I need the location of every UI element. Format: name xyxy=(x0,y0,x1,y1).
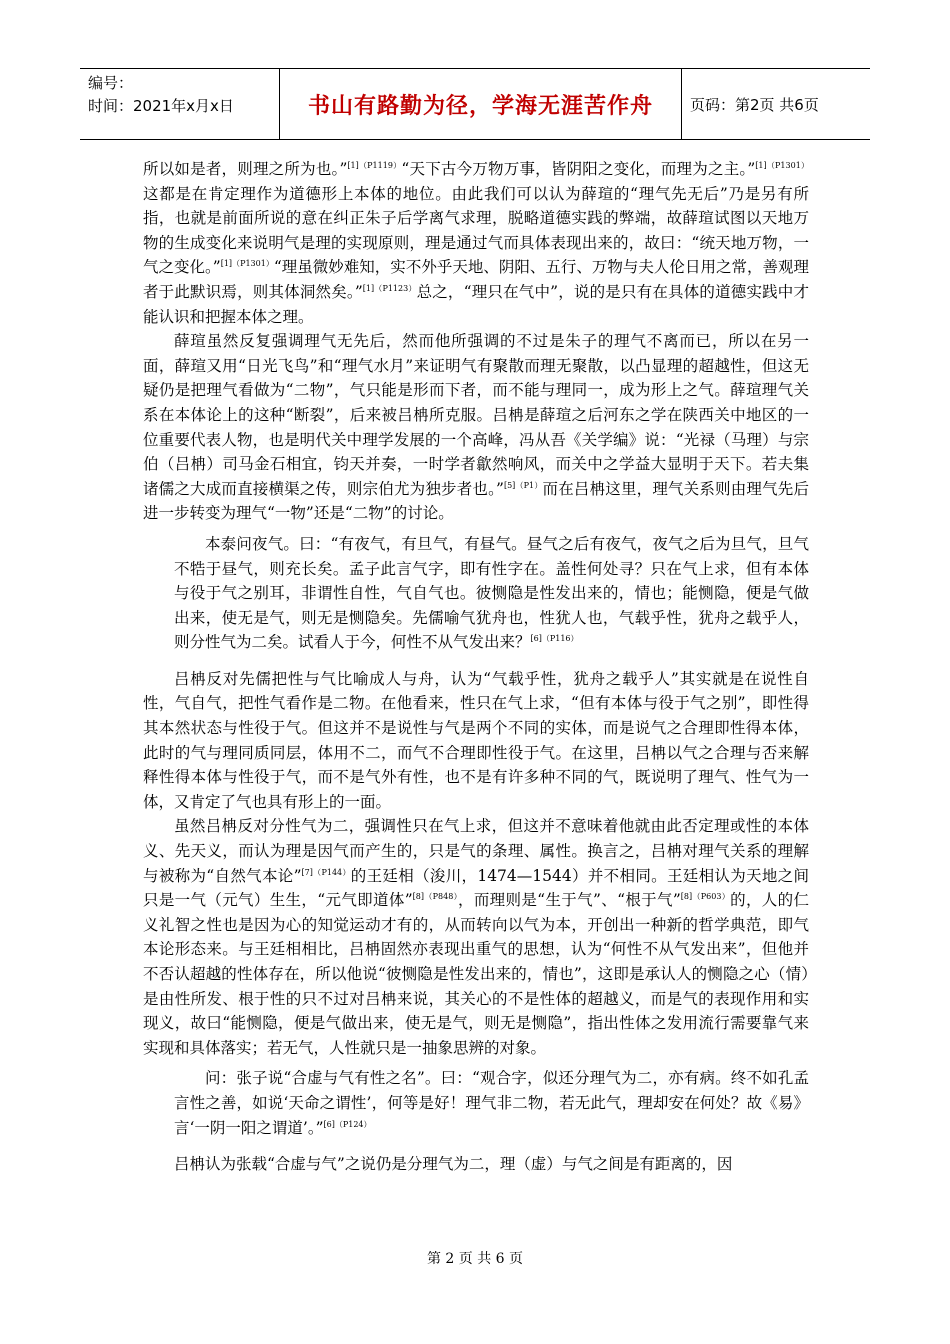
paragraph xyxy=(143,667,809,815)
text-run: 这都是在肯定理作为道德形上本体的地位。由此我们可以认为薛瑄的“理气先无后”乃是另有所指，也就是前面所说的意在纠正朱子后学离气求理，脱略道德实践的弊端，故薛瑄试图以天地万物的生成变化来说明气是理的实现原则，理是通过气而具体表现出来的，故曰：“统天地万物，一气之变化。” xyxy=(143,184,809,277)
page-footer: 第 2 页 共 6 页 xyxy=(426,1251,524,1267)
text-run: 吕柟认为张载“合虚与气”之说仍是分理气为二，理（虚）与气之间是有距离的，因 xyxy=(174,1155,733,1174)
text-run: 的，人的仁义礼智之性也是因为心的知觉运动才有的，从而转向以气为本，开创出一种新的哲学典范，即气本论形态来。与王廷相相比，吕柟固然亦表现出重气的思想，认为“何性不从气发出来”，但他并不否认超越的性体存在，所以他说“彼恻隐是性发出来的，情也”，这即是承认人的恻隐之心（情）是由性所发、根于性的只不过对吕柟来说，其关心的不是性体的超越义，而是气的表现作用和实现义，故曰“能恻隐，便是气做出来，使无是气，则无是恻隐”，指出性体之发用流行需要靠气来实现和具体落实；若无气，人性就只是一抽象思辨的对象。 xyxy=(143,891,809,1057)
page-header xyxy=(80,68,870,140)
paragraph xyxy=(143,814,809,1060)
text-run: “理虽微妙难知，实不外乎天地、阴阳、五行、万物与夫人伦日用之常，善观理者于此默识焉，则其体洞然矣。” xyxy=(143,258,809,301)
citation-ref: [6]（P116） xyxy=(530,634,579,644)
document-body xyxy=(143,157,809,1177)
document-number-label: 编号： xyxy=(88,74,134,92)
citation-ref: [5]（P1） xyxy=(503,480,543,490)
paragraph xyxy=(143,329,809,526)
text-run: “天下古今万物万事，皆阴阳之变化，而理为之主。” xyxy=(401,160,756,178)
citation-ref: [1]（P1301） xyxy=(755,161,810,170)
header-motto: 书山有路勤为径，学海无涯苦作舟 xyxy=(280,69,682,139)
block-quote xyxy=(143,1066,809,1140)
paragraph xyxy=(143,157,809,329)
block-quote xyxy=(143,532,809,655)
text-run: 总之，“理只在气中”，说的是只有在具体的道德实践中才能认识和把握本体之理。 xyxy=(143,282,809,326)
text-run: 本泰问夜气。曰：“有夜气，有旦气，有昼气。昼气之后有夜气，夜气之后为旦气，旦气不牿于昼气，则充长矣。孟子此言气字，即有性字在。盖性何处寻？只在气上求，但有本体与役于气之别耳，非谓性自性，气自气也。彼恻隐是性发出来的，情也；能恻隐，便是气做出来，使无是气，则无是恻隐矣。先儒喻气犹舟也，性犹人也，气载乎性，犹舟之载乎人，则分性气为二矣。试看人于今，何性不从气发出来？ xyxy=(174,534,809,652)
text-run: ，而理则是“生于气”、“根于气” xyxy=(457,891,681,910)
citation-ref: [6]（P124） xyxy=(323,1119,372,1129)
header-meta xyxy=(80,69,280,139)
header-page-label: 页码：第2页 共6页 xyxy=(690,95,819,114)
citation-ref: [1]（P1123） xyxy=(362,283,417,293)
citation-ref: [8]（P603） xyxy=(680,892,731,902)
paragraph xyxy=(143,1152,809,1177)
text-run: 薛瑄虽然反复强调理气无先后，然而他所强调的不过是朱子的理气不离而已，所以在另一面，薛瑄又用“日光飞鸟”和“理气水月”来证明气有聚散而理无聚散，以凸显理的超越性，但这无疑仍是把理气看做为“二物”，气只能是形而下者，而不能与理同一，成为形上之气。薛瑄理气关系在本体论上的这种“断裂”，后来被吕柟所克服。吕柟是薛瑄之后河东之学在陕西关中地区的一位重要代表人物，也是明代关中理学发展的一个高峰，冯从吾《关学编》说：“光禄（马理）与宗伯（吕柟）司马金石相宜，钧天并奏，一时学者歙然响风，而关中之学益大显明于天下。若夫集诸儒之大成而直接横渠之传，则宗伯尤为独步者也。” xyxy=(143,332,809,498)
text-run: 而在吕柟这里，理气关系则由理气先后进一步转变为理气“一物”还是“二物”的讨论。 xyxy=(143,479,809,523)
text-run: 的王廷相（浚川，1474—1544）并不相同。王廷相认为天地之间只是一气（元气）生生，“元气即道体” xyxy=(143,866,809,910)
citation-ref: [1]（P1301） xyxy=(220,259,274,269)
citation-ref: [8]（P848） xyxy=(412,892,458,902)
document-date-label: 时间：2021年x月x日 xyxy=(88,97,234,115)
citation-ref: [1]（P1119） xyxy=(347,161,402,170)
text-run: 问：张子说“合虚与气有性之名”。曰：“观合字，似还分理气为二，亦有病。终不如孔孟言性之善，如说‘天命之谓性’，何等是好！理气非二物，若无此气，理却安在何处？故《易》言‘一阴一阳之谓道’。” xyxy=(174,1069,809,1137)
text-run: 虽然吕柟反对分性气为二，强调性只在气上求，但这并不意味着他就由此否定理或性的本体义、先天义，而认为理是因气而产生的，只是气的条理、属性。换言之，吕柟对理气关系的理解与被称为“自然气本论” xyxy=(143,817,809,885)
text-run: 吕柟反对先儒把性与气比喻成人与舟，认为“气载乎性，犹舟之载乎人”其实就是在说性自性，气自气，把性气看作是二物。在他看来，性只在气上求，“但有本体与役于气之别”，即性得其本然状态与性役于气。但这并不是说性与气是两个不同的实体，而是说气之合理即性得本体，此时的气与理同质同层，体用不二，而气不合理即性役于气。在这里，吕柟以气之合理与否来解释性得本体与性役于气，而不是气外有性，也不是有许多种不同的气，既说明了理气、性气为一体，又肯定了气也具有形上的一面。 xyxy=(143,669,809,811)
citation-ref: [7]（P144） xyxy=(301,867,351,877)
text-run: 所以如是者，则理之所为也。” xyxy=(143,160,348,178)
